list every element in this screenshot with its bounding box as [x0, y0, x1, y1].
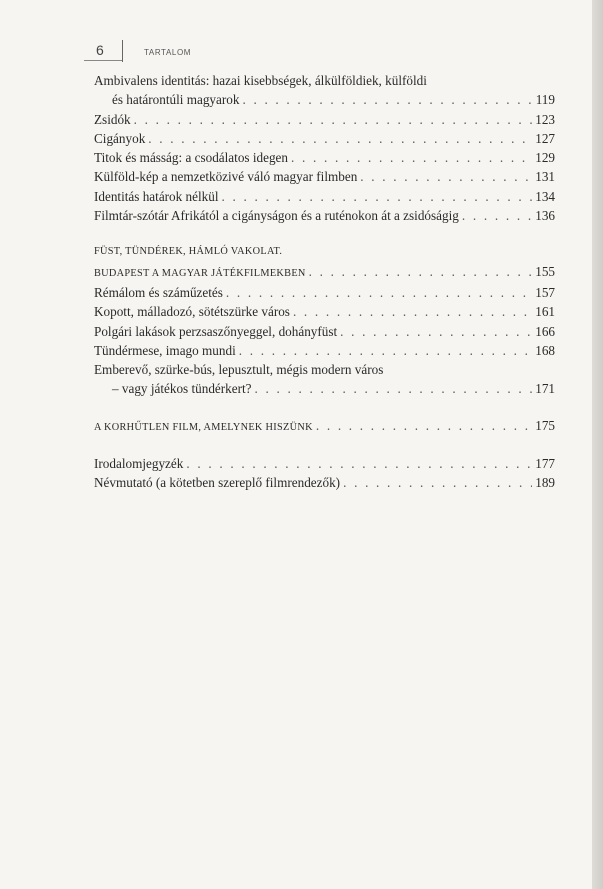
toc-entry: [94, 283, 555, 302]
toc-group-korhutlen: [94, 416, 555, 437]
toc-group-identity: [94, 71, 555, 225]
toc-entry-title: Ambivalens identitás: hazai kisebbségek, álkülföldiek, külföldi: [94, 73, 427, 88]
dot-leader: [226, 283, 532, 302]
dot-leader: [148, 129, 532, 148]
toc-entry-page: 136: [535, 208, 555, 224]
toc-entry-title: Identitás határok nélkül: [94, 188, 219, 204]
dot-leader: [291, 148, 532, 167]
dot-leader: [316, 416, 532, 435]
dot-leader: [309, 262, 533, 281]
toc-entry-title: Névmutató (a kötetben szereplő filmrendezők): [94, 475, 341, 491]
toc-entry-page: 129: [535, 150, 555, 166]
chapter-heading: BUDAPEST A MAGYAR JÁTÉKFILMEKBEN: [94, 267, 306, 279]
dot-leader: [222, 187, 533, 206]
dot-leader: [242, 90, 532, 109]
toc-entry-title: Rémálom és száműzetés: [94, 284, 223, 300]
toc-entry-page: 171: [535, 381, 555, 397]
toc-entry-page: 161: [535, 304, 555, 320]
header-underline: [84, 60, 122, 61]
toc-entry-title: Külföld-kép a nemzetközivé váló magyar filmben: [94, 169, 358, 185]
toc-entry: [94, 473, 555, 492]
dot-leader: [462, 206, 532, 225]
toc-group-backmatter: [94, 454, 555, 493]
toc-entry: [94, 322, 555, 341]
dot-leader: [360, 167, 532, 186]
toc-entry: [94, 167, 555, 186]
toc-entry-page: 134: [535, 188, 555, 204]
page-number: 6: [96, 42, 104, 58]
toc-entry-page: 123: [535, 111, 555, 127]
toc-entry: [94, 379, 555, 398]
toc-entry-page: 189: [535, 475, 555, 491]
toc-entry-page: 155: [535, 263, 555, 279]
toc-entry-title: Zsidók: [94, 111, 131, 127]
toc-entry-title: – vagy játékos tündérkert?: [112, 381, 252, 397]
header-divider: [122, 40, 123, 62]
toc-entry-page: 127: [535, 130, 555, 146]
toc-entry: [94, 454, 555, 473]
toc-entry-title: Irodalomjegyzék: [94, 456, 184, 472]
toc-entry-title: Tündérmese, imago mundi: [94, 342, 236, 358]
toc-entry-title: Titok és másság: a csodálatos idegen: [94, 150, 289, 166]
toc-entry-title: és határontúli magyarok: [112, 92, 240, 108]
running-header: [84, 40, 204, 64]
toc-entry: [94, 148, 555, 167]
toc-entry-page: 175: [535, 417, 555, 433]
toc-entry: [94, 90, 555, 109]
dot-leader: [255, 379, 533, 398]
dot-leader: [186, 454, 532, 473]
chapter-heading: A KORHŰTLEN FILM, AMELYNEK HISZÜNK: [94, 421, 313, 433]
dot-leader: [340, 322, 532, 341]
toc-entry: [94, 187, 555, 206]
toc-entry-page: 131: [535, 169, 555, 185]
toc-group-budapest: [94, 242, 555, 398]
toc-entry-page: 168: [535, 342, 555, 358]
toc-entry-page: 157: [535, 284, 555, 300]
dot-leader: [134, 110, 533, 129]
toc-entry: [94, 341, 555, 360]
toc-entry-page: 119: [535, 92, 555, 108]
toc-entry-page: 177: [535, 456, 555, 472]
toc-entry-title: Emberevő, szürke-bús, lepusztult, mégis modern város: [94, 362, 384, 378]
page-edge: [592, 0, 603, 889]
toc-entry-title: Filmtár-szótár Afrikától a cigányságon és a ruténokon át a zsidóságig: [94, 208, 459, 224]
toc-entry-page: 166: [535, 323, 555, 339]
toc-entry: [94, 416, 555, 437]
dot-leader: [239, 341, 532, 360]
dot-leader: [343, 473, 532, 492]
toc-entry: [94, 262, 555, 283]
toc-entry: [94, 129, 555, 148]
toc-entry: [94, 110, 555, 129]
toc-entry-title: Kopott, málladozó, sötétszürke város: [94, 304, 290, 320]
dot-leader: [293, 302, 532, 321]
toc-entry: [94, 302, 555, 321]
section-label: TARTALOM: [144, 48, 192, 57]
toc-entry: [94, 206, 555, 225]
toc-entry-title: Cigányok: [94, 130, 146, 146]
table-of-contents: [94, 71, 555, 493]
chapter-heading: FÜST, TÜNDÉREK, HÁMLÓ VAKOLAT.: [94, 246, 283, 258]
toc-entry-title: Polgári lakások perzsaszőnyeggel, dohányfüst: [94, 323, 338, 339]
